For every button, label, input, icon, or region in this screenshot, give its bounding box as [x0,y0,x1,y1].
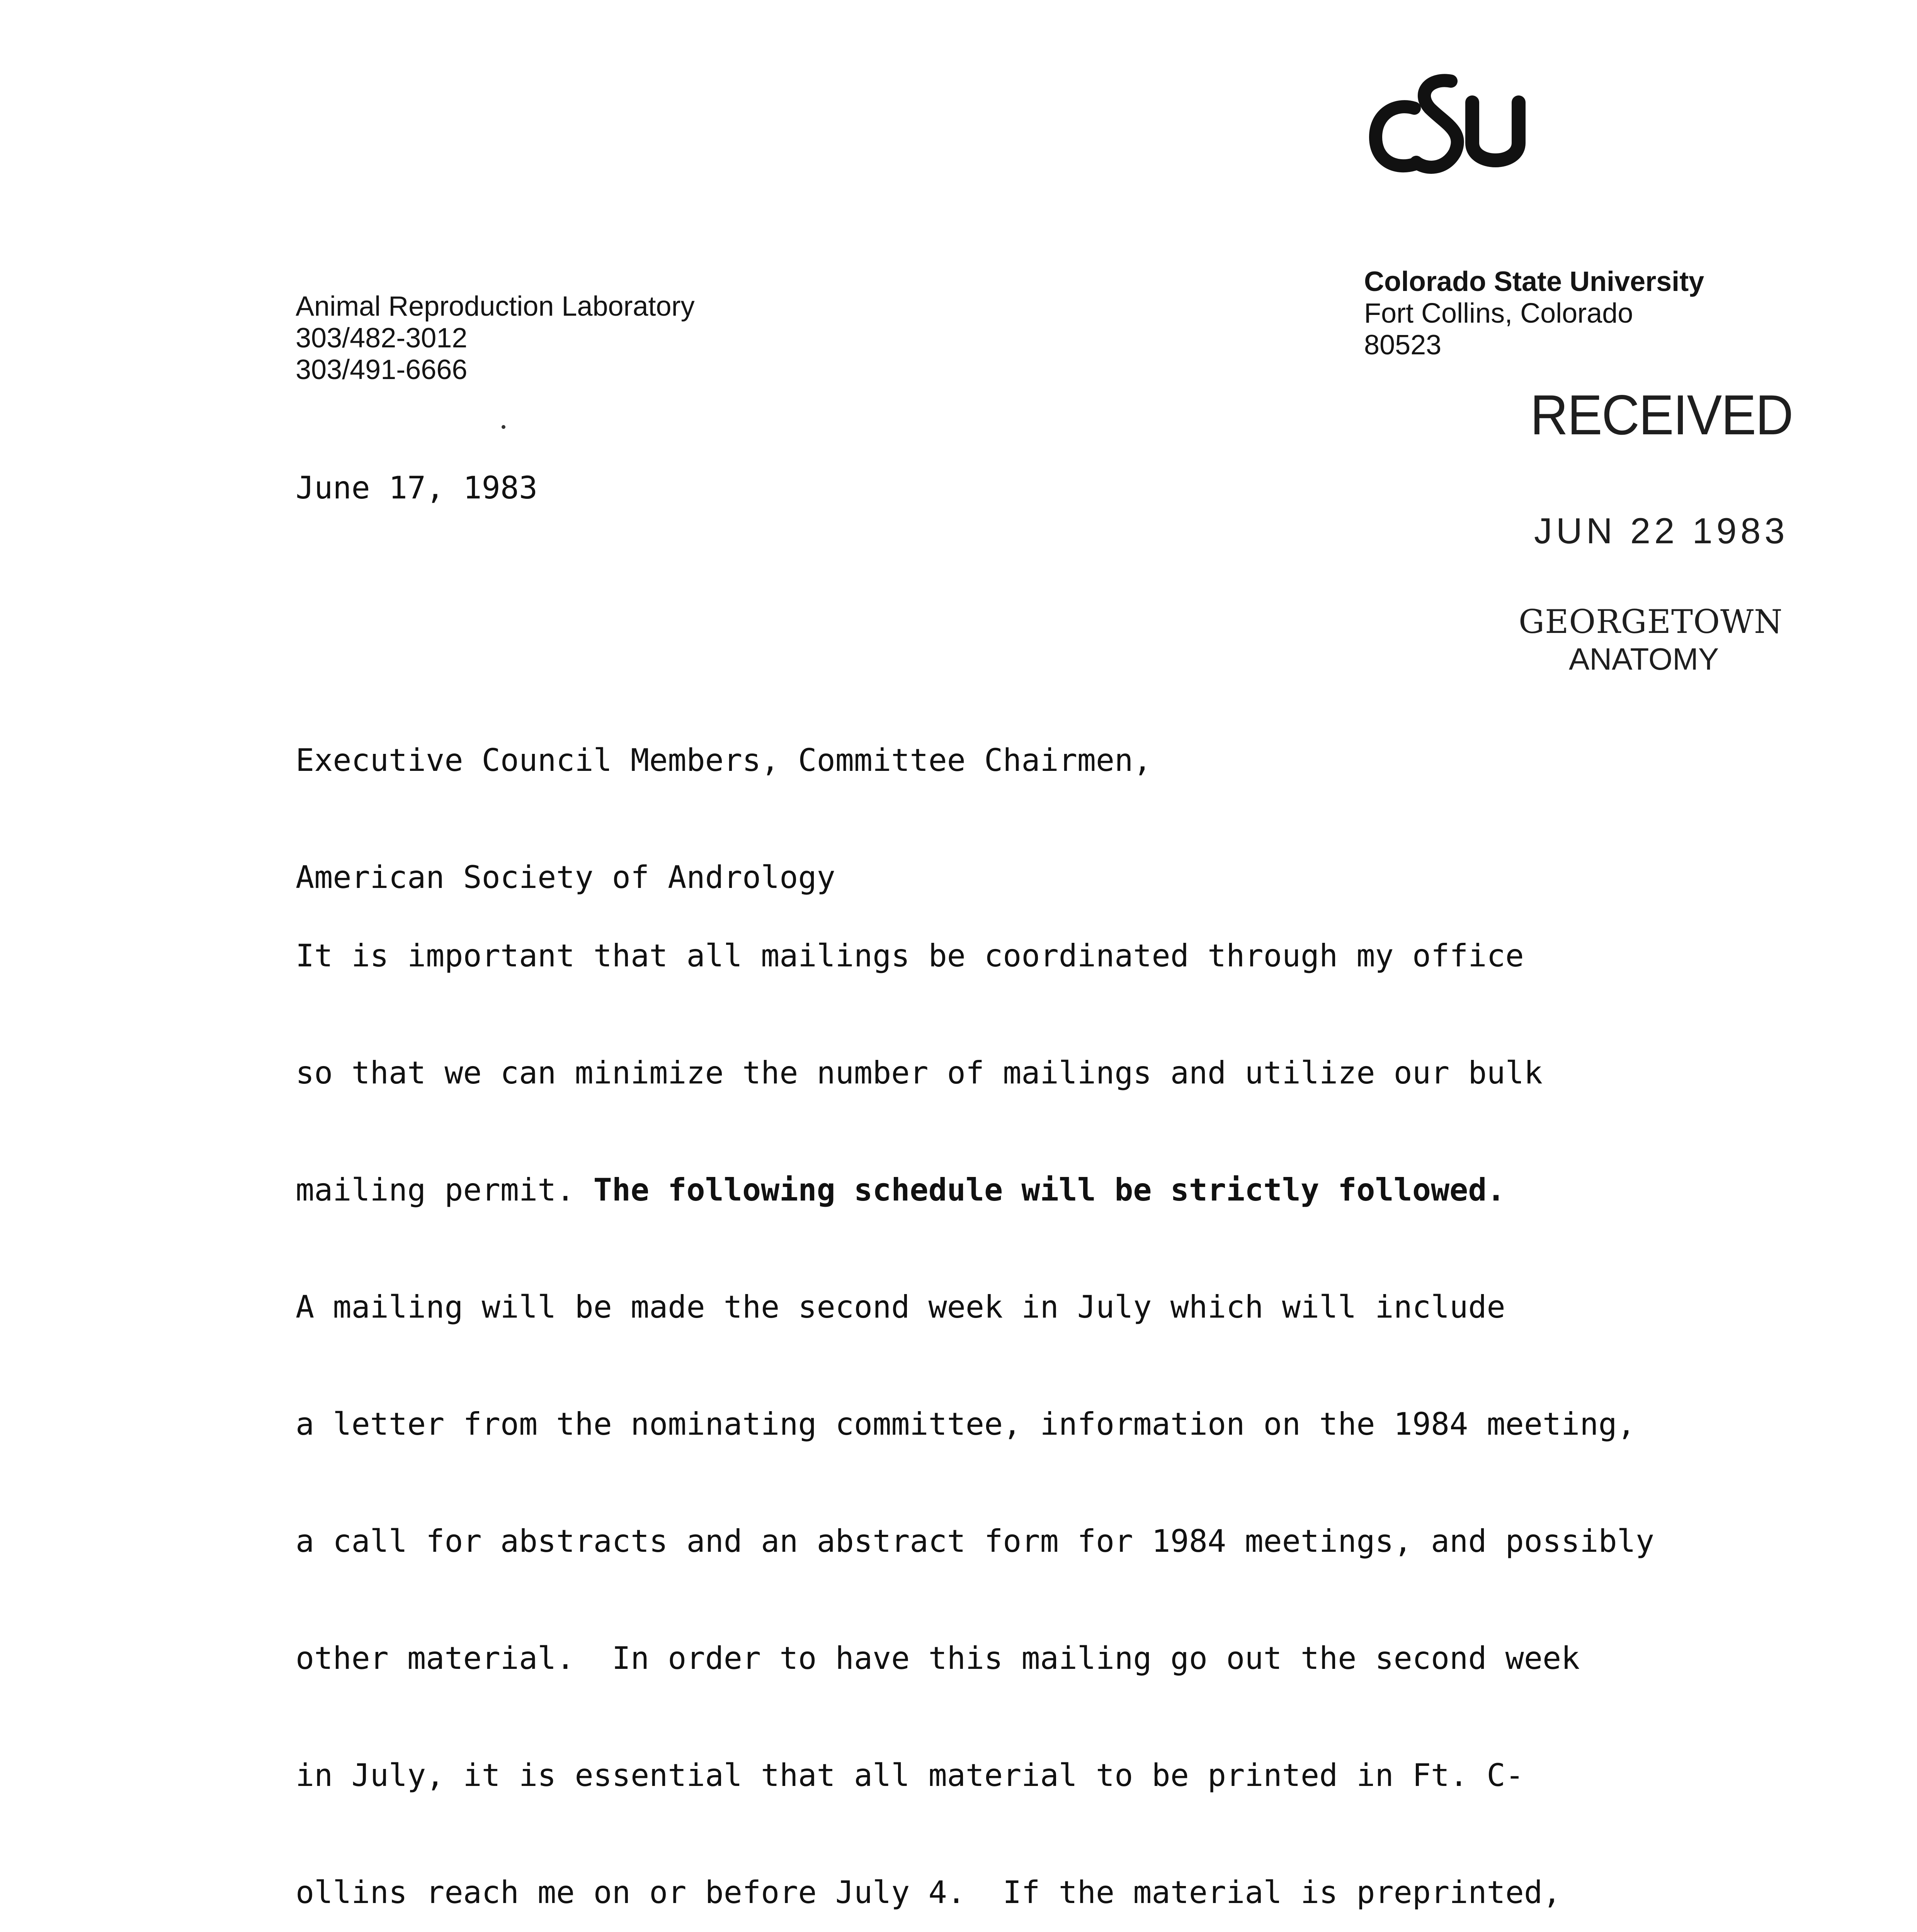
addressee-line: Executive Council Members, Committee Chairmen, [296,742,1152,778]
department-name: Animal Reproduction Laboratory [296,291,695,322]
body-line [296,1170,1654,1209]
body-line-text: mailing permit. [296,1172,594,1208]
body-line: a letter from the nominating committee, information on the 1984 meeting, [296,1406,1636,1442]
letter-body [296,780,1654,1932]
body-line: in July, it is essential that all material to be printed in Ft. C- [296,1757,1524,1793]
university-name: Colorado State University [1364,266,1704,297]
phone-number: 303/482-3012 [296,323,468,354]
phone-number: 303/491-6666 [296,354,468,385]
received-stamp: RECEIVED [1530,383,1793,446]
received-stamp-place: GEORGETOWN [1519,603,1783,641]
received-stamp-date: JUN 22 1983 [1534,510,1789,551]
emphasis-text: The following schedule will be strictly followed. [593,1172,1505,1208]
university-block [1364,266,1704,361]
csu-logo [1368,66,1530,182]
received-stamp-department: ANATOMY [1569,642,1719,676]
paragraph-mailing-schedule [296,858,1654,1932]
addressee-line: American Society of Andrology [296,859,835,895]
body-line: ollins reach me on or before July 4. If the material is preprinted, [296,1874,1561,1910]
letter-date: June 17, 1983 [296,470,538,506]
department-block [296,291,695,386]
body-line: It is important that all mailings be coordinated through my office [296,938,1524,974]
university-city: Fort Collins, Colorado [1364,298,1633,329]
body-line: so that we can minimize the number of mailings and utilize our bulk [296,1055,1543,1091]
ink-speck [502,425,505,429]
body-line: a call for abstracts and an abstract form for 1984 meetings, and possibly [296,1523,1654,1559]
university-zip: 80523 [1364,330,1442,361]
body-line: other material. In order to have this mailing go out the second week [296,1640,1580,1676]
body-line: A mailing will be made the second week in July which will include [296,1289,1505,1325]
